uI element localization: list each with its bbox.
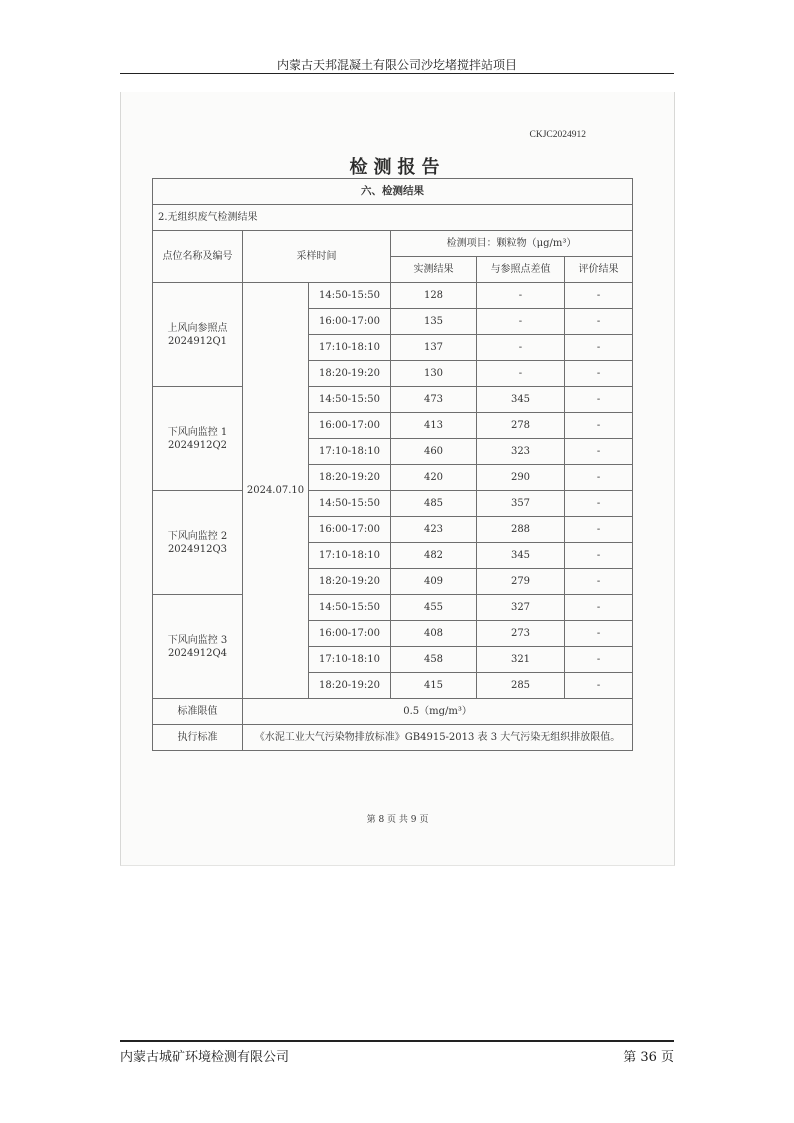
col-point-header: 点位名称及编号 bbox=[153, 231, 243, 283]
eval-value: - bbox=[565, 673, 633, 699]
measured-value: 415 bbox=[391, 673, 477, 699]
eval-value: - bbox=[565, 517, 633, 543]
sampling-time: 17:10-18:10 bbox=[309, 439, 391, 465]
col-diff-header: 与参照点差值 bbox=[477, 257, 565, 283]
diff-value: 279 bbox=[477, 569, 565, 595]
point-cell bbox=[153, 283, 243, 387]
sampling-date: 2024.07.10 bbox=[243, 283, 309, 699]
footer-page-number: 第 36 页 bbox=[623, 1050, 674, 1065]
point-code: 2024912Q1 bbox=[167, 335, 228, 347]
section-title-row bbox=[153, 179, 633, 205]
sampling-time: 14:50-15:50 bbox=[309, 491, 391, 517]
limit-row bbox=[153, 699, 633, 725]
report-code: CKJC2024912 bbox=[529, 130, 586, 140]
eval-value: - bbox=[565, 595, 633, 621]
sampling-time: 16:00-17:00 bbox=[309, 517, 391, 543]
page-header: 内蒙古天邦混凝土有限公司沙圪堵搅拌站项目 bbox=[276, 58, 517, 72]
results-table-body bbox=[153, 179, 633, 751]
diff-value: 273 bbox=[477, 621, 565, 647]
point-name: 下风向监控 3 bbox=[167, 634, 228, 646]
sampling-time: 17:10-18:10 bbox=[309, 335, 391, 361]
eval-value: - bbox=[565, 569, 633, 595]
point-name: 上风向参照点 bbox=[167, 322, 228, 334]
measured-value: 420 bbox=[391, 465, 477, 491]
col-measured-header: 实测结果 bbox=[391, 257, 477, 283]
footer-company: 内蒙古城矿环境检测有限公司 bbox=[120, 1050, 290, 1065]
measured-value: 130 bbox=[391, 361, 477, 387]
measured-value: 482 bbox=[391, 543, 477, 569]
measured-value: 137 bbox=[391, 335, 477, 361]
diff-value: 278 bbox=[477, 413, 565, 439]
measured-value: 128 bbox=[391, 283, 477, 309]
report-title: 检测报告 bbox=[349, 157, 446, 178]
sampling-time: 17:10-18:10 bbox=[309, 543, 391, 569]
col-eval-header: 评价结果 bbox=[565, 257, 633, 283]
eval-value: - bbox=[565, 543, 633, 569]
point-code: 2024912Q3 bbox=[167, 543, 228, 555]
measured-value: 485 bbox=[391, 491, 477, 517]
measured-value: 460 bbox=[391, 439, 477, 465]
sampling-time: 16:00-17:00 bbox=[309, 309, 391, 335]
diff-value: 321 bbox=[477, 647, 565, 673]
point-code: 2024912Q2 bbox=[167, 439, 228, 451]
table-row bbox=[153, 595, 633, 621]
eval-value: - bbox=[565, 361, 633, 387]
eval-value: - bbox=[565, 491, 633, 517]
point-cell bbox=[153, 491, 243, 595]
measured-value: 473 bbox=[391, 387, 477, 413]
measured-value: 409 bbox=[391, 569, 477, 595]
eval-value: - bbox=[565, 335, 633, 361]
diff-value: - bbox=[477, 309, 565, 335]
sampling-time: 16:00-17:00 bbox=[309, 621, 391, 647]
sampling-time: 18:20-19:20 bbox=[309, 361, 391, 387]
results-table bbox=[152, 178, 633, 751]
sampling-time: 18:20-19:20 bbox=[309, 465, 391, 491]
table-row bbox=[153, 387, 633, 413]
diff-value: 290 bbox=[477, 465, 565, 491]
point-cell bbox=[153, 387, 243, 491]
diff-value: 345 bbox=[477, 543, 565, 569]
header-rule bbox=[120, 73, 674, 74]
measured-value: 413 bbox=[391, 413, 477, 439]
measured-value: 408 bbox=[391, 621, 477, 647]
eval-value: - bbox=[565, 439, 633, 465]
diff-value: 285 bbox=[477, 673, 565, 699]
eval-value: - bbox=[565, 621, 633, 647]
eval-value: - bbox=[565, 413, 633, 439]
section-title: 六、检测结果 bbox=[153, 179, 633, 205]
diff-value: 327 bbox=[477, 595, 565, 621]
diff-value: 323 bbox=[477, 439, 565, 465]
col-item-header: 检测项目：颗粒物（μg/m³） bbox=[391, 231, 633, 257]
point-name: 下风向监控 1 bbox=[167, 426, 228, 438]
eval-value: - bbox=[565, 387, 633, 413]
diff-value: - bbox=[477, 283, 565, 309]
sampling-time: 18:20-19:20 bbox=[309, 569, 391, 595]
point-cell bbox=[153, 595, 243, 699]
scanned-report-page bbox=[120, 92, 675, 866]
measured-value: 455 bbox=[391, 595, 477, 621]
sampling-time: 14:50-15:50 bbox=[309, 387, 391, 413]
diff-value: - bbox=[477, 361, 565, 387]
sampling-time: 17:10-18:10 bbox=[309, 647, 391, 673]
limit-label: 标准限值 bbox=[153, 699, 243, 725]
standard-label: 执行标准 bbox=[153, 725, 243, 751]
diff-value: 345 bbox=[477, 387, 565, 413]
diff-value: 288 bbox=[477, 517, 565, 543]
point-name: 下风向监控 2 bbox=[167, 530, 228, 542]
diff-value: 357 bbox=[477, 491, 565, 517]
report-page-count: 第 8 页 共 9 页 bbox=[366, 815, 429, 825]
sub-title: 2.无组织废气检测结果 bbox=[153, 205, 633, 231]
diff-value: - bbox=[477, 335, 565, 361]
eval-value: - bbox=[565, 309, 633, 335]
col-time-header: 采样时间 bbox=[243, 231, 391, 283]
sampling-time: 18:20-19:20 bbox=[309, 673, 391, 699]
sampling-time: 14:50-15:50 bbox=[309, 595, 391, 621]
standard-row bbox=[153, 725, 633, 751]
standard-value: 《水泥工业大气污染物排放标准》GB4915-2013 表 3 大气污染无组织排放限值。 bbox=[243, 725, 633, 751]
eval-value: - bbox=[565, 465, 633, 491]
limit-value: 0.5（mg/m³） bbox=[243, 699, 633, 725]
table-row bbox=[153, 491, 633, 517]
eval-value: - bbox=[565, 647, 633, 673]
point-code: 2024912Q4 bbox=[167, 647, 228, 659]
measured-value: 135 bbox=[391, 309, 477, 335]
sub-title-row bbox=[153, 205, 633, 231]
header-row-1 bbox=[153, 231, 633, 257]
sampling-time: 14:50-15:50 bbox=[309, 283, 391, 309]
sampling-time: 16:00-17:00 bbox=[309, 413, 391, 439]
eval-value: - bbox=[565, 283, 633, 309]
measured-value: 458 bbox=[391, 647, 477, 673]
measured-value: 423 bbox=[391, 517, 477, 543]
footer-rule bbox=[120, 1040, 674, 1042]
table-row bbox=[153, 283, 633, 309]
